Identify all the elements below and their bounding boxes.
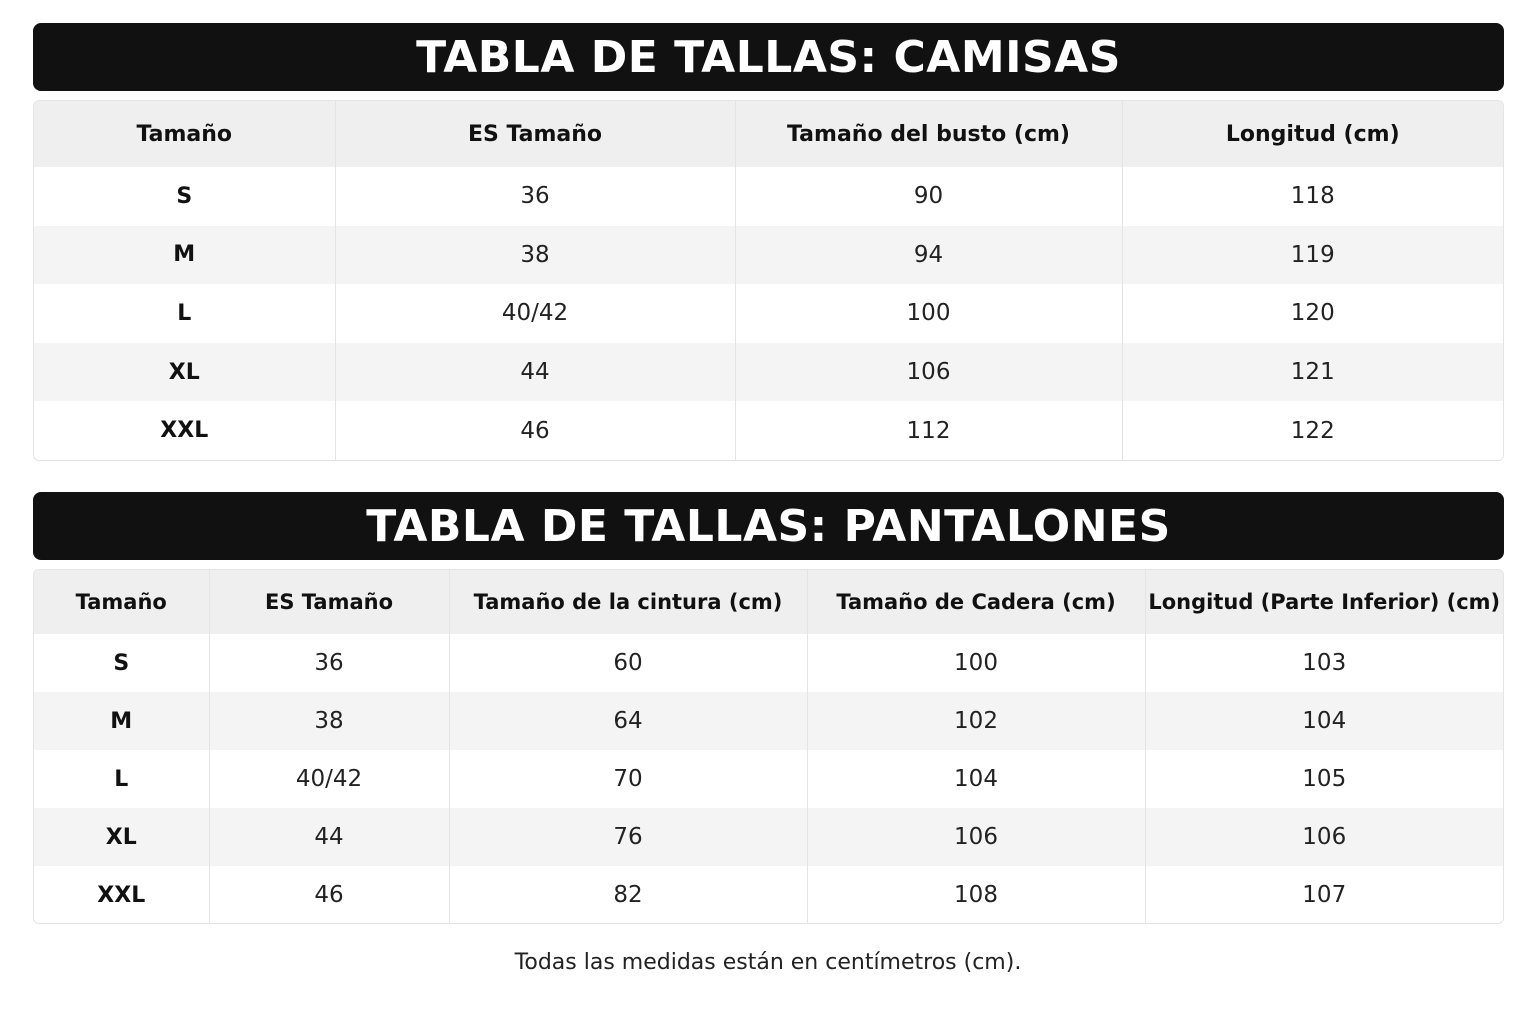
table-header-row (34, 101, 1503, 167)
column-header-size: Tamaño (34, 101, 335, 167)
bust-cell: 94 (735, 226, 1122, 285)
hip-cell: 108 (807, 866, 1145, 924)
column-header-es-size: ES Tamaño (335, 101, 735, 167)
table-row (34, 808, 1503, 866)
size-cell: L (34, 284, 335, 343)
es-size-cell: 40/42 (209, 750, 449, 808)
es-size-cell: 38 (209, 692, 449, 750)
size-cell: XXL (34, 401, 335, 460)
length-cell: 106 (1302, 824, 1347, 850)
table-row (34, 634, 1503, 692)
size-cell: S (34, 167, 335, 226)
size-cell: M (34, 226, 335, 285)
length-cell: 118 (1290, 183, 1335, 210)
size-cell: S (34, 634, 209, 692)
table-row (34, 284, 1503, 343)
column-header-hip: Tamaño de Cadera (cm) (807, 570, 1145, 634)
pants-size-table (33, 569, 1504, 924)
table-row (34, 866, 1503, 924)
table-row (34, 692, 1503, 750)
table-row (34, 343, 1503, 402)
es-size-cell: 46 (335, 401, 735, 460)
size-cell: XL (34, 343, 335, 402)
bust-cell: 100 (735, 284, 1122, 343)
table-header-row (34, 570, 1503, 634)
hip-cell: 102 (807, 692, 1145, 750)
column-header-waist: Tamaño de la cintura (cm) (449, 570, 807, 634)
length-cell: 107 (1302, 882, 1347, 908)
size-cell: M (34, 692, 209, 750)
waist-cell: 70 (449, 750, 807, 808)
length-cell: 120 (1290, 300, 1335, 327)
bust-cell: 112 (735, 401, 1122, 460)
shirts-size-table (33, 100, 1504, 461)
es-size-cell: 44 (335, 343, 735, 402)
column-header-size: Tamaño (34, 570, 209, 634)
length-cell: 105 (1302, 766, 1347, 792)
length-cell: 104 (1302, 708, 1347, 734)
waist-cell: 82 (449, 866, 807, 924)
size-cell: XL (34, 808, 209, 866)
es-size-cell: 40/42 (335, 284, 735, 343)
pants-table (34, 570, 1503, 924)
pants-title: TABLA DE TALLAS: PANTALONES (33, 492, 1504, 560)
es-size-cell: 38 (335, 226, 735, 285)
bust-cell: 90 (735, 167, 1122, 226)
bust-cell: 106 (735, 343, 1122, 402)
shirts-title: TABLA DE TALLAS: CAMISAS (33, 23, 1504, 91)
waist-cell: 64 (449, 692, 807, 750)
size-cell: L (34, 750, 209, 808)
es-size-cell: 44 (209, 808, 449, 866)
length-cell: 121 (1290, 359, 1335, 386)
size-cell: XXL (34, 866, 209, 924)
hip-cell: 104 (807, 750, 1145, 808)
column-header-length: Longitud (cm) (1225, 121, 1400, 147)
es-size-cell: 36 (209, 634, 449, 692)
table-row (34, 750, 1503, 808)
length-cell: 122 (1290, 417, 1335, 444)
table-row (34, 226, 1503, 285)
table-row (34, 401, 1503, 460)
waist-cell: 76 (449, 808, 807, 866)
hip-cell: 100 (807, 634, 1145, 692)
footnote: Todas las medidas están en centímetros (cm). (514, 950, 1022, 975)
es-size-cell: 36 (335, 167, 735, 226)
shirts-table (34, 101, 1503, 460)
table-row (34, 167, 1503, 226)
waist-cell: 60 (449, 634, 807, 692)
es-size-cell: 46 (209, 866, 449, 924)
hip-cell: 106 (807, 808, 1145, 866)
length-cell: 119 (1290, 241, 1335, 268)
column-header-inseam-length: Longitud (Parte Inferior) (cm) (1148, 590, 1501, 614)
length-cell: 103 (1302, 650, 1347, 676)
column-header-bust: Tamaño del busto (cm) (735, 101, 1122, 167)
column-header-es-size: ES Tamaño (209, 570, 449, 634)
